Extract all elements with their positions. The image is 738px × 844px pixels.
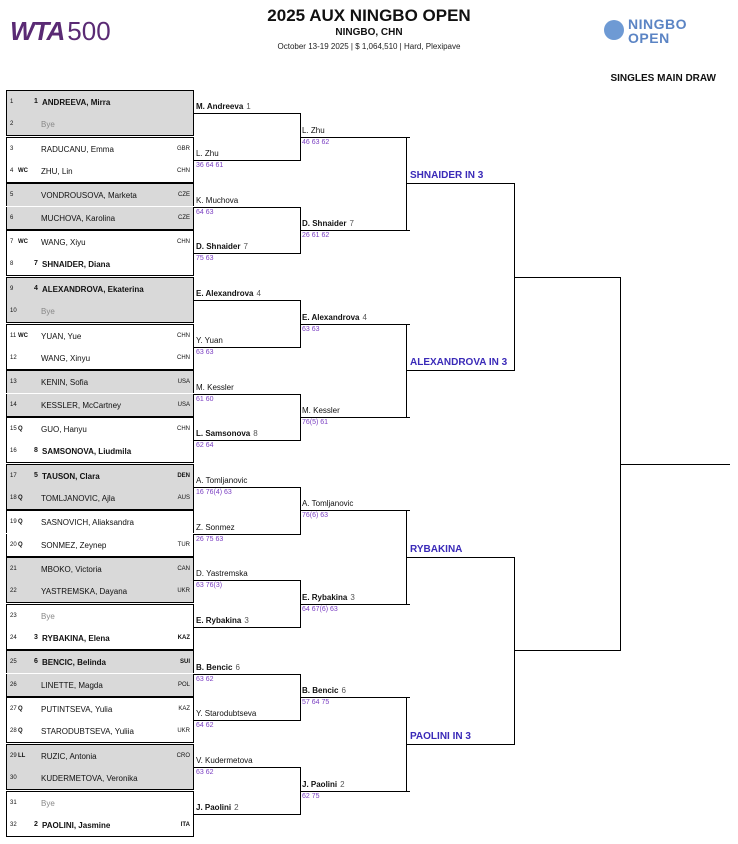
round3-winner — [302, 126, 325, 135]
draw-row — [6, 440, 194, 463]
round2-winner — [196, 709, 256, 718]
draw-position-number: 2 — [10, 121, 14, 128]
draw-position-number: 17 — [10, 472, 17, 479]
draw-position-number: 6 — [10, 214, 14, 221]
match-score: 57 64 75 — [302, 699, 330, 707]
draw-position-number: 26 — [10, 681, 17, 688]
player-name: L. Zhu — [196, 149, 219, 159]
bracket-line — [514, 277, 620, 278]
draw-position-number: 7 — [10, 239, 14, 246]
bracket-line — [300, 324, 410, 325]
seed-number: 7 — [34, 260, 38, 268]
match-score: 76(5) 61 — [302, 418, 329, 426]
match-score: 63 76(3) — [196, 582, 223, 590]
draw-position-number: 3 — [10, 145, 14, 152]
player-name: BENCIC, Belinda — [42, 658, 107, 668]
player-name: YUAN, Yue — [41, 331, 82, 341]
player-name: SHNAIDER, Diana — [42, 260, 111, 270]
seed-number: 2 — [234, 802, 239, 812]
player-name: WANG, Xinyu — [41, 353, 91, 363]
nationality-code: POL — [177, 681, 190, 688]
round2-winner — [196, 616, 249, 625]
draw-row — [6, 417, 194, 440]
player-name: SASNOVICH, Aliaksandra — [41, 518, 134, 528]
tournament-city: NINGBO, CHN — [335, 27, 403, 38]
match-score: 62 75 — [302, 792, 320, 800]
entry-type: Q — [18, 728, 23, 735]
entry-type: Q — [18, 494, 23, 501]
draw-row — [6, 534, 194, 557]
draw-row — [6, 183, 194, 206]
player-name: ZHU, Lin — [41, 167, 73, 177]
nationality-code: UKR — [177, 588, 190, 595]
draw-position-number: 19 — [10, 519, 17, 526]
player-name: MUCHOVA, Karolina — [41, 213, 116, 223]
draw-row — [6, 394, 194, 417]
draw-row — [6, 650, 194, 673]
entry-type: WC — [18, 239, 28, 246]
draw-row — [6, 791, 194, 814]
nationality-code: CHN — [177, 332, 190, 339]
seed-number: 4 — [34, 284, 38, 292]
draw-row — [6, 277, 194, 300]
draw-position-number: 8 — [10, 261, 14, 268]
entry-type: Q — [18, 425, 23, 432]
player-name: SAMSONOVA, Liudmila — [42, 447, 132, 457]
seed-number: 1 — [246, 102, 251, 112]
round2-winner — [196, 196, 238, 205]
match-score: 75 63 — [196, 255, 214, 263]
bracket-line — [194, 767, 300, 768]
seed-number: 6 — [341, 686, 346, 696]
round2-winner — [196, 803, 239, 812]
player-name: D. Shnaider — [196, 242, 241, 252]
bracket-line — [194, 440, 300, 441]
player-name: M. Kessler — [196, 382, 234, 392]
player-name: ALEXANDROVA, Ekaterina — [42, 284, 144, 294]
player-name: Y. Starodubtseva — [196, 709, 257, 719]
bye-label: Bye — [41, 798, 55, 808]
seed-number: 5 — [34, 471, 38, 479]
player-name: KESSLER, McCartney — [41, 400, 122, 410]
draw-position-number: 1 — [10, 99, 14, 105]
seed-number: 8 — [253, 429, 258, 439]
bracket-line — [300, 697, 410, 698]
entry-type: Q — [18, 541, 23, 548]
player-name: V. Kudermetova — [196, 756, 253, 766]
player-name: B. Bencic — [196, 662, 233, 672]
draw-row — [6, 744, 194, 767]
bracket-line — [300, 604, 410, 605]
bracket-line — [194, 300, 300, 301]
bracket-line — [194, 160, 300, 161]
nationality-code: CAN — [177, 566, 190, 572]
match-score: 63 62 — [196, 675, 214, 683]
draw-row — [6, 324, 194, 347]
ningbo-open-logo — [604, 16, 708, 46]
match-score: 63 63 — [196, 348, 214, 356]
logo-line-1: NINGBO — [628, 16, 687, 32]
seed-number: 8 — [34, 447, 38, 455]
round2-winner — [196, 569, 248, 578]
nationality-code: USA — [177, 401, 190, 408]
bracket-line — [406, 557, 514, 558]
nationality-code: CZE — [178, 214, 190, 221]
entry-type: LL — [18, 752, 26, 759]
match-score: 76(6) 63 — [302, 512, 329, 520]
draw-position-number: 18 — [10, 494, 17, 501]
bracket-line — [300, 510, 410, 511]
round2-winner — [196, 102, 251, 111]
round3-winner — [302, 219, 354, 228]
draw-position-number: 25 — [10, 659, 17, 666]
seed-number: 6 — [34, 658, 38, 666]
logo-line-2: OPEN — [628, 30, 670, 46]
nationality-code: KAZ — [177, 635, 190, 642]
player-name: L. Samsonova — [196, 429, 251, 439]
seed-number: 3 — [34, 634, 38, 642]
nationality-code: ITA — [180, 821, 190, 828]
round2-winner — [196, 523, 235, 532]
bracket-line — [194, 487, 300, 488]
nationality-code: TUR — [177, 541, 190, 548]
round3-winner — [302, 593, 355, 602]
draw-row — [6, 160, 194, 183]
player-name: ANDREEVA, Mirra — [42, 98, 111, 107]
round3-winner — [302, 780, 345, 789]
tournament-title: 2025 AUX NINGBO OPEN — [267, 6, 471, 25]
draw-position-number: 12 — [10, 354, 17, 361]
draw-position-number: 29 — [10, 752, 17, 759]
player-name: GUO, Hanyu — [41, 424, 87, 434]
seed-number: 3 — [350, 592, 355, 602]
seed-number: 7 — [349, 219, 354, 229]
nationality-code: CHN — [177, 168, 190, 175]
draw-row — [6, 207, 194, 230]
match-score: 64 62 — [196, 722, 214, 730]
draw-row — [6, 230, 194, 253]
entry-type: Q — [18, 706, 23, 713]
player-name: MBOKO, Victoria — [41, 565, 102, 574]
bye-label: Bye — [41, 307, 55, 317]
match-score: 61 60 — [196, 395, 214, 403]
match-score: 26 61 62 — [302, 232, 330, 240]
round3-winner — [302, 313, 367, 322]
entry-type: Q — [18, 519, 23, 526]
draw-position-number: 24 — [10, 635, 17, 642]
bracket-line — [194, 207, 300, 208]
seed-number: 6 — [235, 662, 240, 672]
nationality-code: CHN — [177, 425, 190, 432]
player-name: A. Tomljanovic — [196, 475, 248, 485]
draw-position-number: 30 — [10, 775, 17, 782]
draw-row — [6, 767, 194, 790]
draw-position-number: 9 — [10, 285, 14, 292]
draw-position-number: 27 — [10, 706, 17, 713]
player-name: PAOLINI, Jasmine — [42, 820, 111, 830]
bracket-line — [194, 580, 300, 581]
round2-winner — [196, 289, 261, 298]
draw-label: SINGLES MAIN DRAW — [610, 73, 716, 84]
player-name: E. Rybakina — [196, 616, 242, 626]
quarterfinal-result: ALEXANDROVA IN 3 — [410, 357, 508, 369]
match-score: 36 64 61 — [196, 162, 224, 170]
player-name: TOMLJANOVIC, Ajla — [41, 493, 116, 503]
draw-position-number: 15 — [10, 425, 17, 432]
draw-position-number: 23 — [10, 612, 17, 619]
draw-row — [6, 113, 194, 136]
draw-position-number: 32 — [10, 821, 17, 828]
player-name: RUZIC, Antonia — [41, 751, 97, 761]
player-name: D. Shnaider — [302, 219, 347, 229]
draw-position-number: 20 — [10, 541, 17, 548]
match-score: 46 63 62 — [302, 138, 330, 146]
draw-row — [6, 487, 194, 510]
draw-row — [6, 674, 194, 697]
seed-number: 2 — [340, 779, 345, 789]
player-name: L. Zhu — [302, 125, 325, 135]
draw-position-number: 28 — [10, 728, 17, 735]
seed-number: 4 — [362, 312, 367, 322]
nationality-code: DEN — [177, 472, 190, 479]
match-score: 26 75 63 — [196, 535, 224, 543]
seed-number: 2 — [34, 820, 38, 828]
bracket-line — [300, 230, 410, 231]
player-name: KUDERMETOVA, Veronika — [41, 774, 138, 784]
player-name: Y. Yuan — [196, 335, 223, 345]
player-name: RYBAKINA, Elena — [42, 634, 110, 644]
nationality-code: UKR — [177, 728, 190, 735]
final-line — [620, 464, 730, 465]
bracket-line — [194, 253, 300, 254]
draw-position-number: 16 — [10, 448, 17, 455]
seed-number: 1 — [34, 98, 38, 105]
draw-row — [6, 697, 194, 720]
draw-row — [6, 253, 194, 276]
player-name: PUTINTSEVA, Yulia — [41, 705, 113, 715]
round2-winner — [196, 663, 240, 672]
draw-position-number: 5 — [10, 192, 14, 199]
nationality-code: SUI — [179, 659, 190, 666]
player-name: A. Tomljanovic — [302, 499, 354, 509]
player-name: B. Bencic — [302, 686, 339, 696]
bye-label: Bye — [41, 120, 55, 130]
bracket-line — [514, 650, 620, 651]
player-name: M. Andreeva — [196, 102, 244, 112]
player-name: E. Rybakina — [302, 592, 348, 602]
player-name: E. Alexandrova — [196, 289, 254, 299]
player-name: D. Yastremska — [196, 569, 248, 579]
match-score: 64 63 — [196, 208, 214, 216]
bracket-line — [194, 113, 300, 114]
quarterfinal-result: SHNAIDER IN 3 — [410, 170, 484, 182]
quarterfinal-result: PAOLINI IN 3 — [410, 730, 471, 742]
draw-position-number: 13 — [10, 379, 17, 386]
player-name: WANG, Xiyu — [41, 238, 86, 248]
player-name: KENIN, Sofia — [41, 378, 89, 388]
bracket-line — [194, 814, 300, 815]
nationality-code: AUS — [177, 494, 190, 501]
seed-number: 3 — [244, 616, 249, 626]
player-name: RADUCANU, Emma — [41, 144, 114, 154]
round2-winner — [196, 383, 234, 392]
draw-position-number: 4 — [10, 168, 14, 175]
nationality-code: GBR — [176, 145, 190, 152]
player-name: J. Paolini — [302, 779, 338, 789]
seed-number: 7 — [243, 242, 248, 252]
bracket-line — [194, 674, 300, 675]
tennis-ball-icon — [604, 20, 624, 40]
bracket-line — [300, 137, 410, 138]
round2-winner — [196, 429, 258, 438]
draw-position-number: 21 — [10, 566, 17, 572]
draw-row — [6, 347, 194, 370]
player-name: SONMEZ, Zeynep — [41, 540, 107, 550]
round2-winner — [196, 149, 219, 158]
bracket-line — [406, 744, 514, 745]
draw-row — [6, 370, 194, 393]
bracket-line — [406, 183, 514, 184]
entry-type: WC — [18, 168, 28, 175]
draw-row — [6, 464, 194, 487]
player-name: K. Muchova — [196, 195, 239, 205]
player-name: M. Kessler — [302, 405, 340, 415]
seed-number: 4 — [256, 289, 261, 299]
round2-winner — [196, 336, 223, 345]
bracket-line — [300, 417, 410, 418]
round2-winner — [196, 476, 247, 485]
bracket-line — [194, 394, 300, 395]
draw-row — [6, 90, 194, 113]
round3-winner — [302, 499, 353, 508]
match-score: 63 63 — [302, 325, 320, 333]
nationality-code: CHN — [177, 354, 190, 361]
match-score: 16 76(4) 63 — [196, 488, 232, 496]
draw-row — [6, 814, 194, 837]
draw-row — [6, 137, 194, 160]
tournament-info: October 13-19 2025 | $ 1,064,510 | Hard, Plexipave — [277, 42, 461, 51]
player-name: STARODUBTSEVA, Yuliia — [41, 727, 134, 737]
draw-row — [6, 557, 194, 580]
bracket-line — [194, 347, 300, 348]
draw-position-number: 22 — [10, 588, 17, 595]
bracket-line — [194, 627, 300, 628]
wta-500-logo: WTA 500 — [10, 16, 111, 46]
player-name: YASTREMSKA, Dayana — [41, 587, 128, 597]
bracket-line — [194, 720, 300, 721]
bracket-line — [300, 791, 410, 792]
quarterfinal-result: RYBAKINA — [410, 544, 463, 555]
nationality-code: KAZ — [178, 706, 190, 713]
round2-winner — [196, 756, 253, 765]
match-score: 64 67(6) 63 — [302, 605, 338, 613]
nationality-code: CZE — [178, 192, 190, 199]
draw-row — [6, 604, 194, 627]
match-score: 63 62 — [196, 769, 214, 777]
round2-winner — [196, 242, 248, 251]
player-name: Z. Sonmez — [196, 522, 235, 532]
nationality-code: USA — [177, 379, 190, 386]
player-name: TAUSON, Clara — [42, 471, 100, 481]
nationality-code: CHN — [177, 239, 190, 246]
draw-row — [6, 627, 194, 650]
bye-label: Bye — [41, 611, 55, 621]
draw-bottom-border — [6, 836, 194, 837]
bracket-line — [194, 534, 300, 535]
round3-winner — [302, 686, 346, 695]
player-name: LINETTE, Magda — [41, 680, 103, 690]
bracket-line — [406, 370, 514, 371]
draw-row — [6, 510, 194, 533]
entry-type: WC — [18, 332, 28, 339]
draw-position-number: 11 — [10, 332, 17, 339]
nationality-code: CRO — [176, 752, 190, 759]
draw-row — [6, 580, 194, 603]
player-name: J. Paolini — [196, 802, 232, 812]
match-score: 62 64 — [196, 442, 214, 450]
player-name: VONDROUSOVA, Marketa — [41, 191, 137, 201]
draw-position-number: 14 — [10, 401, 17, 408]
draw-position-number: 10 — [10, 308, 17, 315]
draw-position-number: 31 — [10, 799, 17, 806]
draw-row — [6, 720, 194, 743]
draw-row — [6, 300, 194, 323]
round3-winner — [302, 406, 340, 415]
player-name: E. Alexandrova — [302, 312, 360, 322]
